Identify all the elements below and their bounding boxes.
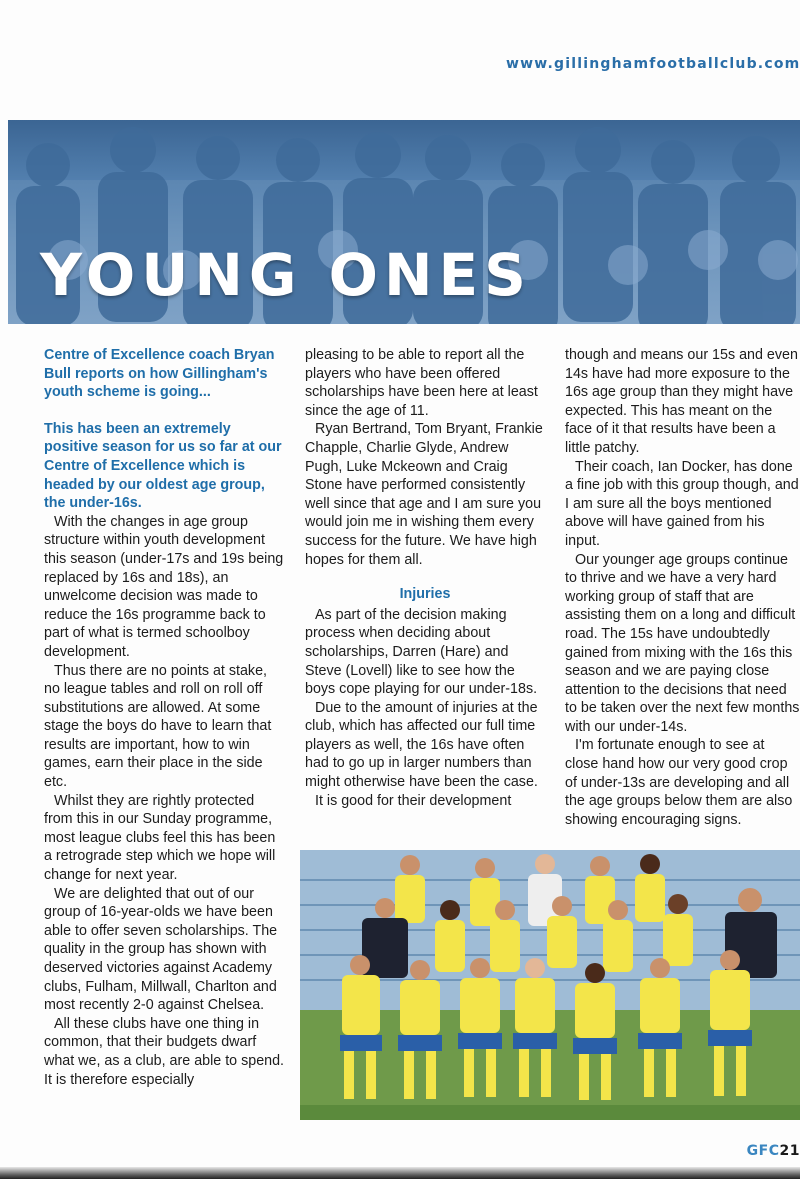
paragraph: pleasing to be able to report all the players who have been offered scholarships have been here at least since the age of 11. bbox=[305, 347, 538, 419]
club-website-url[interactable]: www.gillinghamfootballclub.com bbox=[506, 56, 800, 72]
article-lead: This has been an extremely positive season for us so far at our Centre of Excellence which is headed by our oldest age group, the under-16s. bbox=[44, 420, 282, 512]
paragraph: Ryan Bertrand, Tom Bryant, Frankie Chapple, Charlie Glyde, Andrew Pugh, Luke Mckeown and Craig Stone have performed consistently well since that age and I am sure you would join me in wishing them every success for the future. We have high hopes for them all. bbox=[305, 421, 543, 568]
article-column-2 bbox=[305, 346, 545, 810]
paragraph: As part of the decision making process when deciding about scholarships, Darren (Hare) and Steve (Lovell) like to see how the boys cope playing for our under-18s. bbox=[305, 606, 538, 698]
paragraph: It is good for their development bbox=[315, 792, 512, 809]
article-standfirst: Centre of Excellence coach Bryan Bull reports on how Gillingham's youth scheme is going... bbox=[44, 347, 275, 401]
paragraph: Our younger age groups continue to thrive and we have a very hard working group of staff that are assisting them on a long and difficult road. The 15s have undoubtedly gained from mixing with the 16s this season and we are paying close attention to the decisions that need to be taken over the next few months with our under-14s. bbox=[565, 551, 800, 735]
paragraph: Whilst they are rightly protected from this in our Sunday programme, most league clubs feel this has been a retrograde step which we hope will change for next year. bbox=[44, 792, 276, 884]
footer-prefix: GFC bbox=[746, 1143, 780, 1159]
paragraph: I'm fortunate enough to see at close hand how our very good crop of under-13s are developing and all the age groups below them are also showing encouraging signs. bbox=[565, 737, 793, 828]
article-column-1 bbox=[44, 346, 286, 1089]
team-photo bbox=[300, 850, 800, 1120]
page-title: YOUNG ONES bbox=[40, 241, 532, 309]
page-footer bbox=[747, 1143, 800, 1159]
section-heading-injuries: Injuries bbox=[399, 586, 451, 603]
team-photo-illustration bbox=[300, 850, 800, 1120]
paragraph: Thus there are no points at stake, no league tables and roll on roll off substitutions are allowed. At some stage the boys do have to learn that results are important, how to win games, earn their place in the side etc. bbox=[44, 662, 272, 791]
page-number: 21 bbox=[779, 1143, 800, 1159]
paragraph: Their coach, Ian Docker, has done a fine job with this group though, and I am sure all the boys mentioned above will have gained from his input. bbox=[565, 458, 799, 549]
page-scan-edge bbox=[0, 1167, 800, 1179]
paragraph: though and means our 15s and even 14s have had more exposure to the 16s age group than they might have expected. This has meant on the face of it that results have been a little patchy. bbox=[565, 347, 798, 456]
paragraph: With the changes in age group structure within youth development this season (under-17s and 19s being replaced by 16s and 18s), an unwelcome decision was made to reduce the 16s programme back to part of what is termed schoolboy development. bbox=[44, 513, 284, 660]
article-column-3 bbox=[565, 346, 800, 829]
paragraph: We are delighted that out of our group of 16-year-olds we have been able to offer seven scholarships. The quality in the group has shown with deserved victories against Academy clubs, Fulham, Millwall, Charlton and most recently 2-0 against Chelsea. bbox=[44, 885, 278, 1014]
paragraph: All these clubs have one thing in common, that their budgets dwarf what we, as a club, are able to spend. It is therefore especially bbox=[44, 1015, 285, 1088]
paragraph: Due to the amount of injuries at the club, which has affected our full time players as well, the 16s have often had to go up in larger numbers than might otherwise have been the case. bbox=[305, 699, 538, 791]
